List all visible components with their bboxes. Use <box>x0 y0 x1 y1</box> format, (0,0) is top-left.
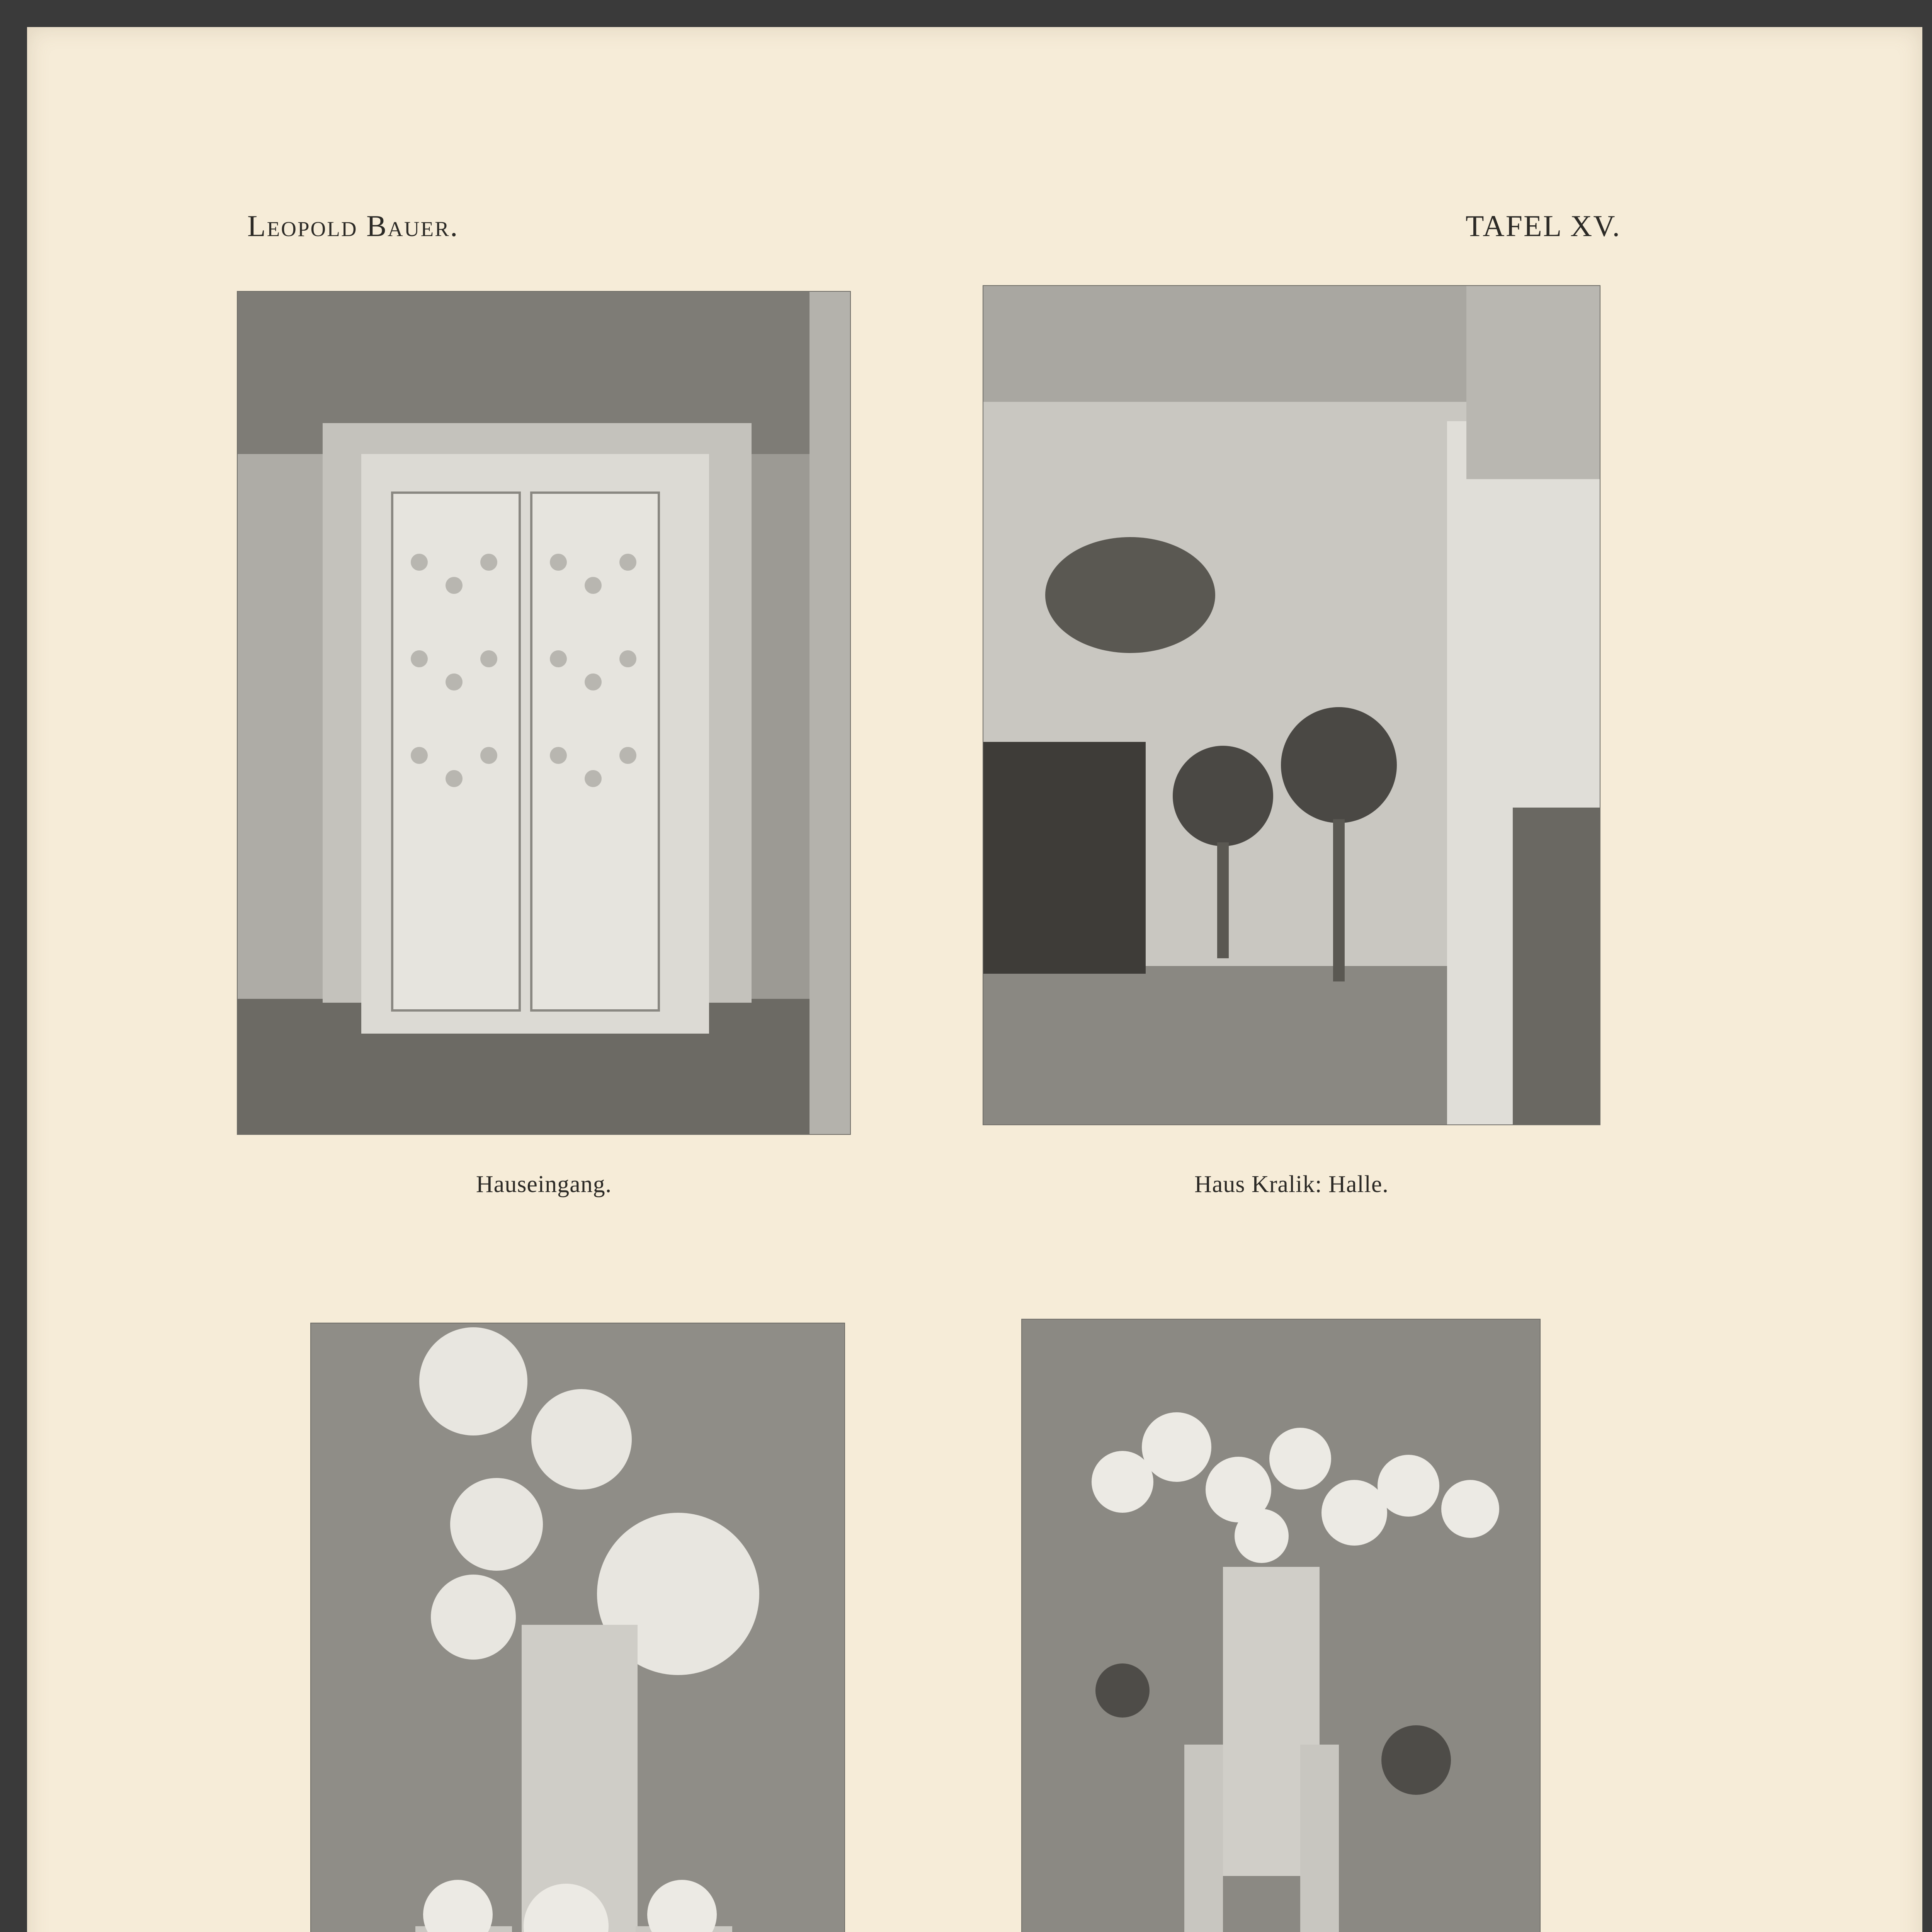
hall-photo-icon <box>983 286 1600 1124</box>
vase-chrysanthemum-photo-icon <box>311 1323 844 1932</box>
caption-hauseingang: Hauseingang. <box>476 1171 612 1197</box>
plate-sheet <box>27 27 1922 1932</box>
vase-carnation-photo-icon <box>1022 1320 1540 1932</box>
caption-haus-kralik: Haus Kralik: Halle. <box>1194 1171 1389 1197</box>
author-header: Leopold Bauer. <box>247 209 459 243</box>
plate-number-header: TAFEL XV. <box>1465 209 1621 243</box>
door-photo-icon <box>238 292 850 1134</box>
